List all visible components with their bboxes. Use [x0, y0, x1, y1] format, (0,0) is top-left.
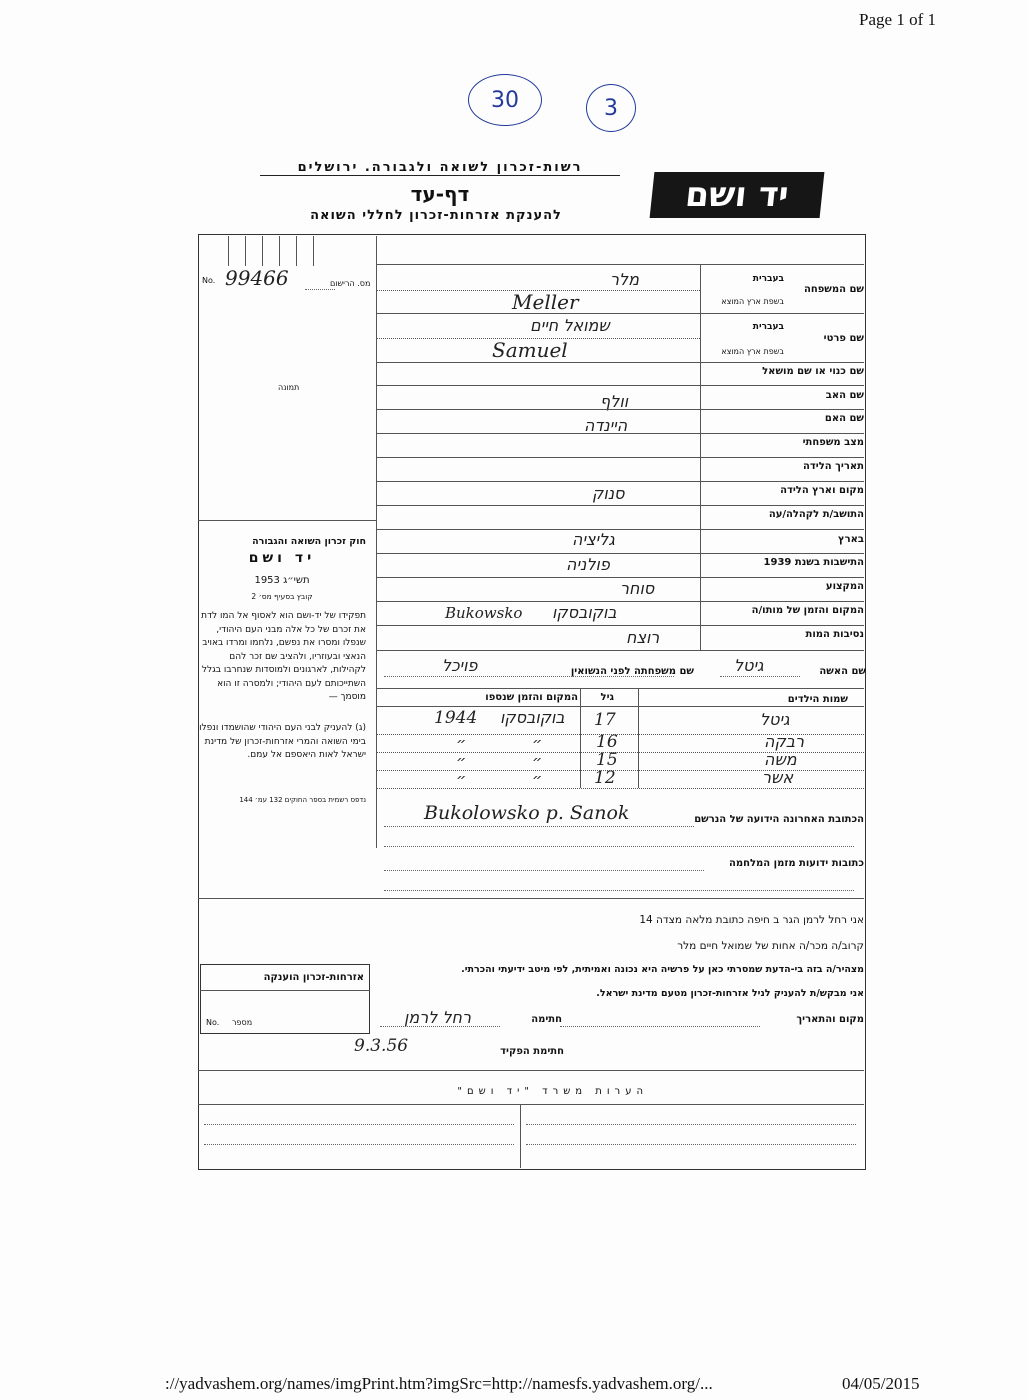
family-name-sub-country: בשפת ארץ המוצא	[721, 297, 784, 306]
registration-prefix: No.	[202, 276, 216, 285]
last-address-value: Bukolowsko p. Sanok	[424, 802, 630, 824]
citizenship-number-label: No.	[206, 1018, 220, 1027]
yad-vashem-logo: יד ושם	[650, 172, 825, 218]
mother-name-label: שם האם	[824, 413, 864, 424]
wife-name-label: שם האשה	[819, 666, 866, 677]
page-number-label: Page 1 of 1	[859, 10, 936, 29]
child-age: 12	[594, 768, 616, 788]
place-date-label: מקום והתאריך	[796, 1014, 864, 1025]
marital-status-label: מצב משפחתי	[802, 437, 864, 448]
law-paragraph-1: תפקידו של יד-ושם הוא לאסוף אל המו לדת את זכרם של כל אלה מבני העם היהודי, שנפלו ומסרו את נפשם, נלחמו ומרדו באויב הנאצי ובעוזריו, ולהציב שם זכר להם לקהילות, לארגונים ולמוסדות שנחרבו בגלל השתייכותם לעם היהודי; ולמסרה זו הוא מוסמך —	[201, 611, 366, 702]
signature-value: רחל לרמן	[404, 1008, 472, 1027]
children-place-header: המקום והזמן שנספו	[485, 692, 578, 703]
citizenship-number-sub: מספר	[232, 1018, 253, 1027]
child-age: 17	[594, 710, 616, 730]
birth-place-value: סנוק	[592, 484, 625, 503]
first-name-label: שם פרטי	[823, 333, 864, 344]
children-age-header: גיל	[600, 692, 614, 703]
first-name-sub-hebrew: בעברית	[752, 322, 784, 332]
child-place: ״	[532, 770, 543, 789]
registration-number: 99466	[225, 266, 289, 290]
family-name-latin-value: Meller	[512, 290, 579, 314]
first-name-hebrew-value: שמואל חיים	[530, 316, 610, 335]
birth-place-label: מקום וארץ הלידה	[780, 485, 864, 496]
law-year: תשי״ג 1953	[254, 575, 310, 586]
circled-mark-30: 30	[468, 74, 542, 126]
declarant-line-1: אני רחל לרמן הגר ב חיפה כתובת מלאה מצדה 14	[639, 914, 864, 926]
country-value: גליציה	[572, 530, 615, 549]
father-name-value: וולף	[600, 392, 629, 411]
law-name: יד ושם	[248, 550, 316, 566]
family-name-label: שם המשפחה	[803, 284, 864, 295]
table-row: גיטל	[760, 710, 790, 729]
circled-mark-3: 3	[586, 84, 636, 132]
child-age: 16	[596, 732, 618, 752]
child-place: ״	[532, 734, 543, 753]
settlement-1939-value: פולניה	[566, 555, 610, 574]
officer-signature-value: 9.3.56	[354, 1036, 409, 1056]
death-place-label: המקום והזמן של מותו/ה	[751, 605, 864, 616]
declarant-line-3: מצהיר/ה בזה בי-הדעת שמסרתי כאן על פרשיה היא נכונה ואמיתית, לפי מיטב ידיעתי והכרתי.	[461, 964, 864, 975]
law-source: נדפס רשמית בספר החוקים 132 עמ׳ 144	[239, 796, 366, 804]
law-title: חוק זכרון השואה והגבורה	[252, 536, 366, 547]
officer-signature-label: חתימת הפקיד	[500, 1046, 564, 1057]
citizenship-box-title: אזרחות-זכרון הוענקה	[263, 972, 364, 983]
death-circumstances-value: רוצח	[626, 628, 660, 647]
form-title: דף-עד	[410, 182, 470, 206]
last-address-label: הכתובת האחרונה הידועה של הנרשם	[694, 814, 864, 825]
table-row: משה	[764, 750, 797, 769]
table-row: אשר	[762, 768, 794, 787]
death-circumstances-label: נסיבות המות	[805, 629, 864, 640]
table-row: רבקה	[764, 732, 805, 751]
footer-url: ://yadvashem.org/names/imgPrint.htm?imgSrc=http://namesfs.yadvashem.org/...	[165, 1374, 713, 1393]
declarant-line-2: קרוב/ה מכר/ה אחות של שמואל חיים מלר	[677, 940, 864, 952]
country-label: בארץ	[837, 534, 864, 545]
law-clause: קובץ בסעיף מס׳ 2	[251, 592, 313, 601]
registration-label: מס. הרישום	[330, 279, 371, 288]
community-label: התושב/ת לקהלה/עה	[768, 509, 864, 520]
profession-value: סוחר	[620, 579, 655, 598]
maiden-name-label: שם משפחתה לפני הנשואין	[570, 666, 694, 677]
first-name-latin-value: Samuel	[492, 338, 568, 362]
maiden-name-value: פויכל	[442, 656, 478, 675]
child-year: 1944	[434, 708, 478, 728]
first-name-sub-country: בשפת ארץ המוצא	[721, 347, 784, 356]
declarant-line-4: אני מבקש/ת להעניק לניל אזרחות-זכרון מטעם מדינת ישראל.	[596, 988, 864, 999]
child-place: בוקובסקו	[500, 708, 565, 727]
profession-label: המקצוע	[825, 581, 864, 592]
child-year: ״	[456, 734, 467, 753]
signature-label: חתימה	[531, 1014, 562, 1025]
child-age: 15	[596, 750, 618, 770]
form-subtitle: להענקת אזרחות-זכרון לחללי השואה	[310, 208, 562, 223]
wartime-address-label: כתובות ידועות מזמן המלחמה	[729, 858, 864, 869]
footer-date: 04/05/2015	[842, 1374, 920, 1393]
child-place: ״	[532, 752, 543, 771]
mother-name-value: היינדה	[584, 416, 628, 435]
law-paragraph-2: (ג) להעניק לבני העם היהודי שהושמדו ונפלו בימי השואה והמרי אזרחות-זכרון של מדינת ישראל לאות היאספם אל עמם.	[199, 723, 366, 760]
death-place-hebrew-value: בוקובסקו	[552, 603, 617, 622]
nickname-label: שם כנוי או שם מושאל	[762, 366, 864, 377]
wife-name-value: גיטל	[734, 656, 764, 675]
death-place-latin-value: Bukowsko	[445, 604, 523, 622]
father-name-label: שם האב	[825, 390, 864, 401]
family-name-sub-hebrew: בעברית	[752, 274, 784, 284]
photo-label: תמונה	[278, 383, 300, 392]
child-year: ״	[456, 752, 467, 771]
birth-date-label: תאריך הלידה	[803, 461, 864, 472]
authority-name: רשות-זכרון לשואה ולגבורה. ירושלים	[260, 160, 620, 176]
child-year: ״	[456, 770, 467, 789]
settlement-1939-label: התישבות בשנת 1939	[763, 557, 864, 568]
remarks-label: הערות משרד "יד ושם"	[457, 1086, 648, 1097]
children-names-header: שמות הילדים	[787, 694, 848, 705]
family-name-hebrew-value: מלר	[610, 270, 639, 289]
